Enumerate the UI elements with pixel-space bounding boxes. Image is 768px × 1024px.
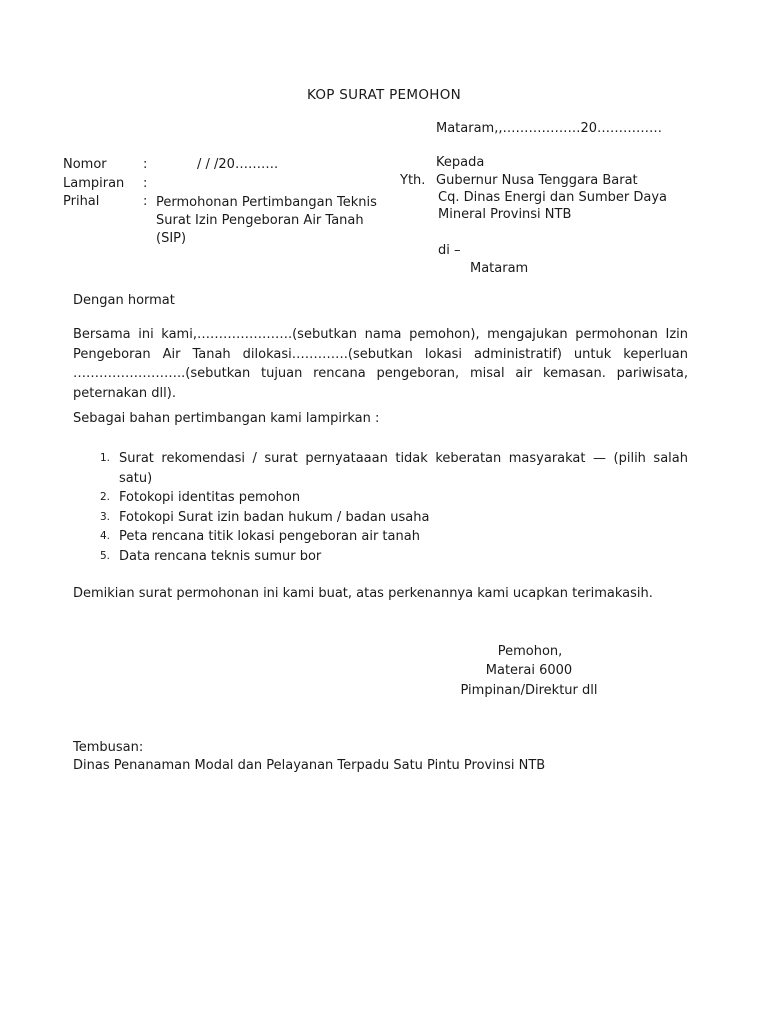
- prihal-row: [63, 194, 147, 209]
- list-item: 2. Fotokopi identitas pemohon: [100, 490, 301, 505]
- prihal-line: (SIP): [156, 231, 187, 246]
- place-date: Mataram,,………………20……………: [436, 121, 663, 136]
- list-item: 1. Surat rekomendasi / surat pernyataaan tidak keberatan masyarakat — (pilih salah satu): [100, 451, 688, 486]
- lampiran-row: [63, 176, 147, 191]
- cc-label: Tembusan:: [73, 740, 144, 755]
- body-paragraph: Bersama ini kami,………………….(sebutkan nama pemohon), mengajukan permohonan Izin Pengeboran Air Tanah dilokasi………….(sebutkan lokasi administratif) untuk keperluan ……………………..(sebutkan tujuan rencana pengeboran, misal air kemasan. pariwisata, peternakan dll).: [73, 327, 688, 401]
- signature-materai: Materai 6000: [485, 663, 573, 678]
- recipient-city: Mataram: [470, 261, 529, 276]
- prihal-line: Permohonan Pertimbangan Teknis: [156, 195, 377, 210]
- lampiran-colon: :: [143, 176, 148, 191]
- cc-line: Dinas Penanaman Modal dan Pelayanan Terpadu Satu Pintu Provinsi NTB: [73, 758, 546, 773]
- closing-sentence: Demikian surat permohonan ini kami buat, atas perkenannya kami ucapkan terimakasih.: [73, 586, 653, 601]
- prihal-value: [156, 194, 377, 248]
- signature-pemohon: Pemohon,: [497, 644, 563, 659]
- prihal-line: Surat Izin Pengeboran Air Tanah: [156, 213, 364, 228]
- attachments-intro: Sebagai bahan pertimbangan kami lampirkan :: [73, 411, 380, 426]
- lampiran-label: Lampiran: [63, 176, 125, 191]
- recipient-di: di –: [438, 243, 461, 258]
- nomor-row: [63, 157, 278, 172]
- list-item: 3. Fotokopi Surat izin badan hukum / badan usaha: [100, 509, 430, 525]
- prihal-colon: :: [143, 194, 148, 209]
- nomor-label: Nomor: [63, 157, 107, 172]
- nomor-value: / / /20……….: [197, 157, 279, 172]
- greeting: Dengan hormat: [73, 293, 175, 308]
- letter-title: KOP SURAT PEMOHON: [306, 87, 462, 103]
- nomor-colon: :: [143, 157, 148, 172]
- recipient-line3: Mineral Provinsi NTB: [438, 207, 572, 222]
- signature-role: Pimpinan/Direktur dll: [460, 683, 598, 698]
- recipient-line1: Gubernur Nusa Tenggara Barat: [436, 173, 638, 188]
- prihal-label: Prihal: [63, 194, 100, 209]
- attachment-list: [73, 449, 688, 566]
- recipient-line2: Cq. Dinas Energi dan Sumber Daya: [438, 190, 667, 205]
- list-item: 4. Peta rencana titik lokasi pengeboran air tanah: [100, 529, 420, 544]
- list-item: 5. Data rencana teknis sumur bor: [100, 548, 322, 564]
- recipient-kepada: Kepada: [436, 155, 485, 170]
- recipient-yth: Yth.: [400, 173, 426, 188]
